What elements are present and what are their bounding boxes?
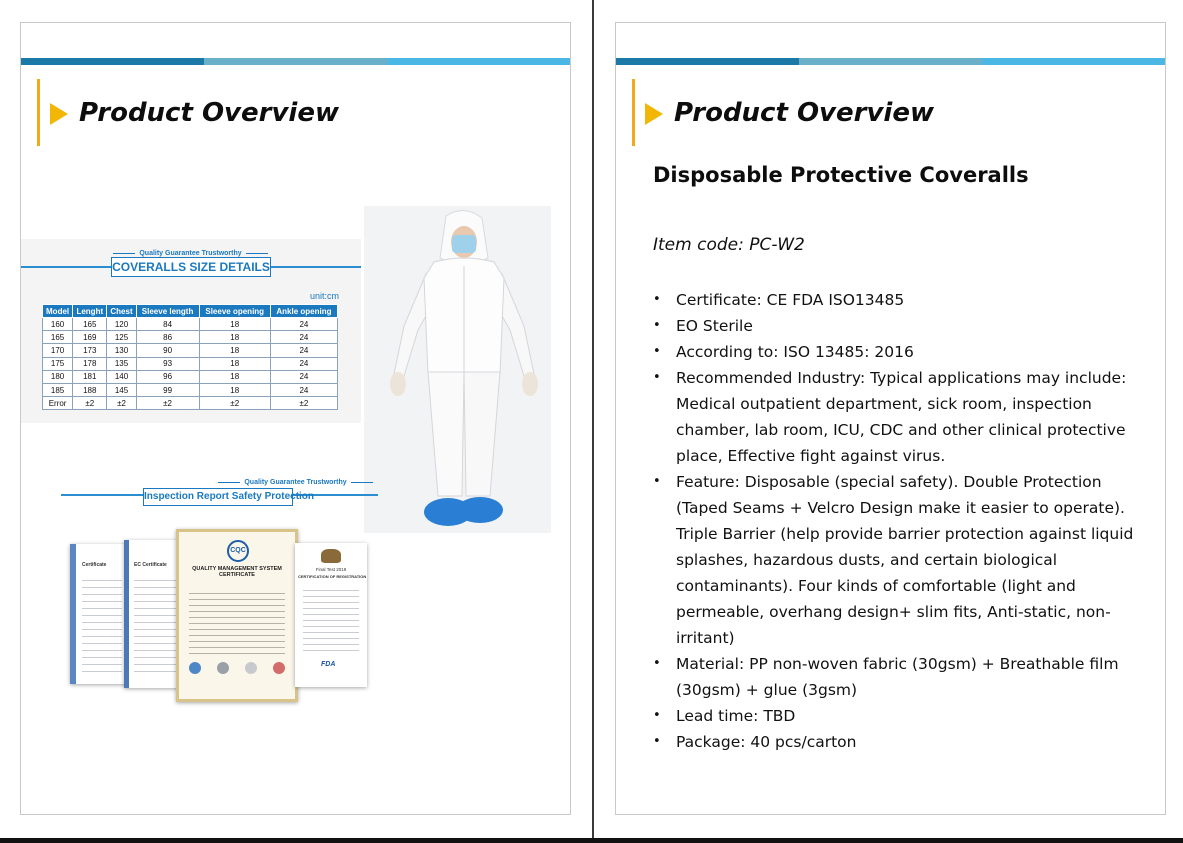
table-cell: 120: [107, 318, 136, 331]
table-row: [43, 370, 338, 383]
table-cell: 96: [136, 370, 199, 383]
table-cell: Error: [43, 397, 73, 410]
table-cell: ±2: [199, 397, 270, 410]
item-code: Item code: PC-W2: [653, 235, 805, 255]
cqc-certificate-image: [176, 529, 298, 702]
page-divider: [592, 0, 594, 838]
list-item: • EO Sterile: [653, 313, 1148, 339]
table-cell: 160: [43, 318, 73, 331]
table-cell: 24: [270, 331, 337, 344]
list-item: • Feature: Disposable (special safety). Double Protection (Taped Seams + Velcro Design make it easier to operate). Triple Barrier (help provide barrier protection against liquid splashes, hazardous dusts, and certain biological contaminants). Four kinds of comfortable (light and permeable, overhang design+ slim fits, Anti-static, non-irritant): [653, 469, 1148, 651]
table-cell: 24: [270, 344, 337, 357]
title-accent-bar: [632, 79, 635, 146]
ec-certificate-image: [124, 540, 182, 688]
left-slide: [20, 22, 571, 815]
stripe-teal: [799, 58, 982, 65]
certificate-text-lines: [189, 588, 285, 654]
size-table: [42, 304, 338, 410]
table-cell: 24: [270, 357, 337, 370]
table-cell: 18: [199, 344, 270, 357]
table-cell: ±2: [107, 397, 136, 410]
title-accent-bar: [37, 79, 40, 146]
table-row: [43, 318, 338, 331]
column-header: Model: [43, 305, 73, 318]
table-cell: ±2: [270, 397, 337, 410]
table-cell: 135: [107, 357, 136, 370]
certificate-text-lines: [303, 585, 359, 655]
stripe-light-blue: [982, 58, 1165, 65]
size-details-panel: [20, 239, 361, 423]
inspection-tagline: Quality Guarantee Trustworthy: [21, 479, 570, 486]
product-name: Disposable Protective Coveralls: [653, 163, 1029, 187]
list-item: • Package: 40 pcs/carton: [653, 729, 1148, 755]
table-cell: 18: [199, 318, 270, 331]
list-item: • Recommended Industry: Typical applications may include: Medical outpatient department, sick room, inspection chamber, lab room, ICU, CDC and other clinical protective place, Effective fight against virus.: [653, 365, 1148, 469]
table-cell: ±2: [136, 397, 199, 410]
column-header: Sleeve length: [136, 305, 199, 318]
column-header: Sleeve opening: [199, 305, 270, 318]
table-cell: 84: [136, 318, 199, 331]
unit-label: unit:cm: [309, 291, 339, 301]
feature-list: [653, 287, 1148, 755]
title-arrow-icon: [645, 103, 663, 125]
table-cell: 181: [73, 370, 107, 383]
table-cell: ±2: [73, 397, 107, 410]
fda-certificate-title: Final Test 2019: [315, 567, 347, 572]
certificate-image: [70, 544, 128, 684]
column-header: Ankle opening: [270, 305, 337, 318]
list-item: • According to: ISO 13485: 2016: [653, 339, 1148, 365]
table-cell: 18: [199, 331, 270, 344]
fda-logo: FDA: [321, 661, 336, 668]
table-cell: 90: [136, 344, 199, 357]
title-arrow-icon: [50, 103, 68, 125]
table-row: [43, 383, 338, 396]
certificate-seals: [189, 662, 285, 676]
right-slide: [615, 22, 1166, 815]
column-header: Chest: [107, 305, 136, 318]
table-cell: 24: [270, 370, 337, 383]
list-item: • Material: PP non-woven fabric (30gsm) + Breathable film (30gsm) + glue (3gsm): [653, 651, 1148, 703]
stripe-light-blue: [387, 58, 570, 65]
top-stripe: [21, 58, 570, 65]
certificate-edge: [70, 544, 76, 684]
top-stripe: [616, 58, 1165, 65]
table-header-row: [43, 305, 338, 318]
eagle-emblem: [321, 549, 341, 563]
table-cell: 145: [107, 383, 136, 396]
table-cell: 169: [73, 331, 107, 344]
table-row: [43, 397, 338, 410]
table-cell: 188: [73, 383, 107, 396]
table-cell: 18: [199, 357, 270, 370]
table-cell: 185: [43, 383, 73, 396]
table-cell: 130: [107, 344, 136, 357]
table-cell: 173: [73, 344, 107, 357]
table-row: [43, 344, 338, 357]
slide-title: Product Overview: [674, 98, 934, 128]
fda-certificate-subtitle: CERTIFICATION OF REGISTRATION: [298, 574, 367, 579]
table-cell: 140: [107, 370, 136, 383]
stripe-dark-blue: [616, 58, 799, 65]
certificate-text-lines: [82, 574, 122, 674]
table-cell: 125: [107, 331, 136, 344]
fda-certificate-image: [295, 543, 367, 687]
certificate-text-lines: [134, 574, 178, 678]
stripe-teal: [204, 58, 387, 65]
table-cell: 93: [136, 357, 199, 370]
list-item: • Lead time: TBD: [653, 703, 1148, 729]
table-cell: 18: [199, 383, 270, 396]
table-cell: 170: [43, 344, 73, 357]
table-cell: 18: [199, 370, 270, 383]
certificate-edge: [124, 540, 129, 688]
quality-tagline: Quality Guarantee Trustworthy: [20, 250, 361, 257]
table-cell: 180: [43, 370, 73, 383]
column-header: Lenght: [73, 305, 107, 318]
size-details-heading: COVERALLS SIZE DETAILS: [111, 257, 271, 277]
table-cell: 165: [43, 331, 73, 344]
inspection-heading: Inspection Report Safety Protection: [143, 488, 293, 506]
slide-title: Product Overview: [79, 98, 339, 128]
stripe-dark-blue: [21, 58, 204, 65]
table-cell: 165: [73, 318, 107, 331]
list-item: • Certificate: CE FDA ISO13485: [653, 287, 1148, 313]
table-cell: 178: [73, 357, 107, 370]
table-cell: 24: [270, 318, 337, 331]
cqc-certificate-title: QUALITY MANAGEMENT SYSTEM CERTIFICATE: [192, 566, 282, 578]
table-cell: 24: [270, 383, 337, 396]
cqc-logo: CQC: [227, 540, 249, 562]
table-cell: 99: [136, 383, 199, 396]
table-row: [43, 331, 338, 344]
ec-certificate-title: EC Certificate: [134, 562, 167, 568]
table-row: [43, 357, 338, 370]
table-cell: 86: [136, 331, 199, 344]
bottom-bar: [0, 838, 1183, 843]
certificate-title: Certificate: [82, 562, 107, 568]
table-cell: 175: [43, 357, 73, 370]
